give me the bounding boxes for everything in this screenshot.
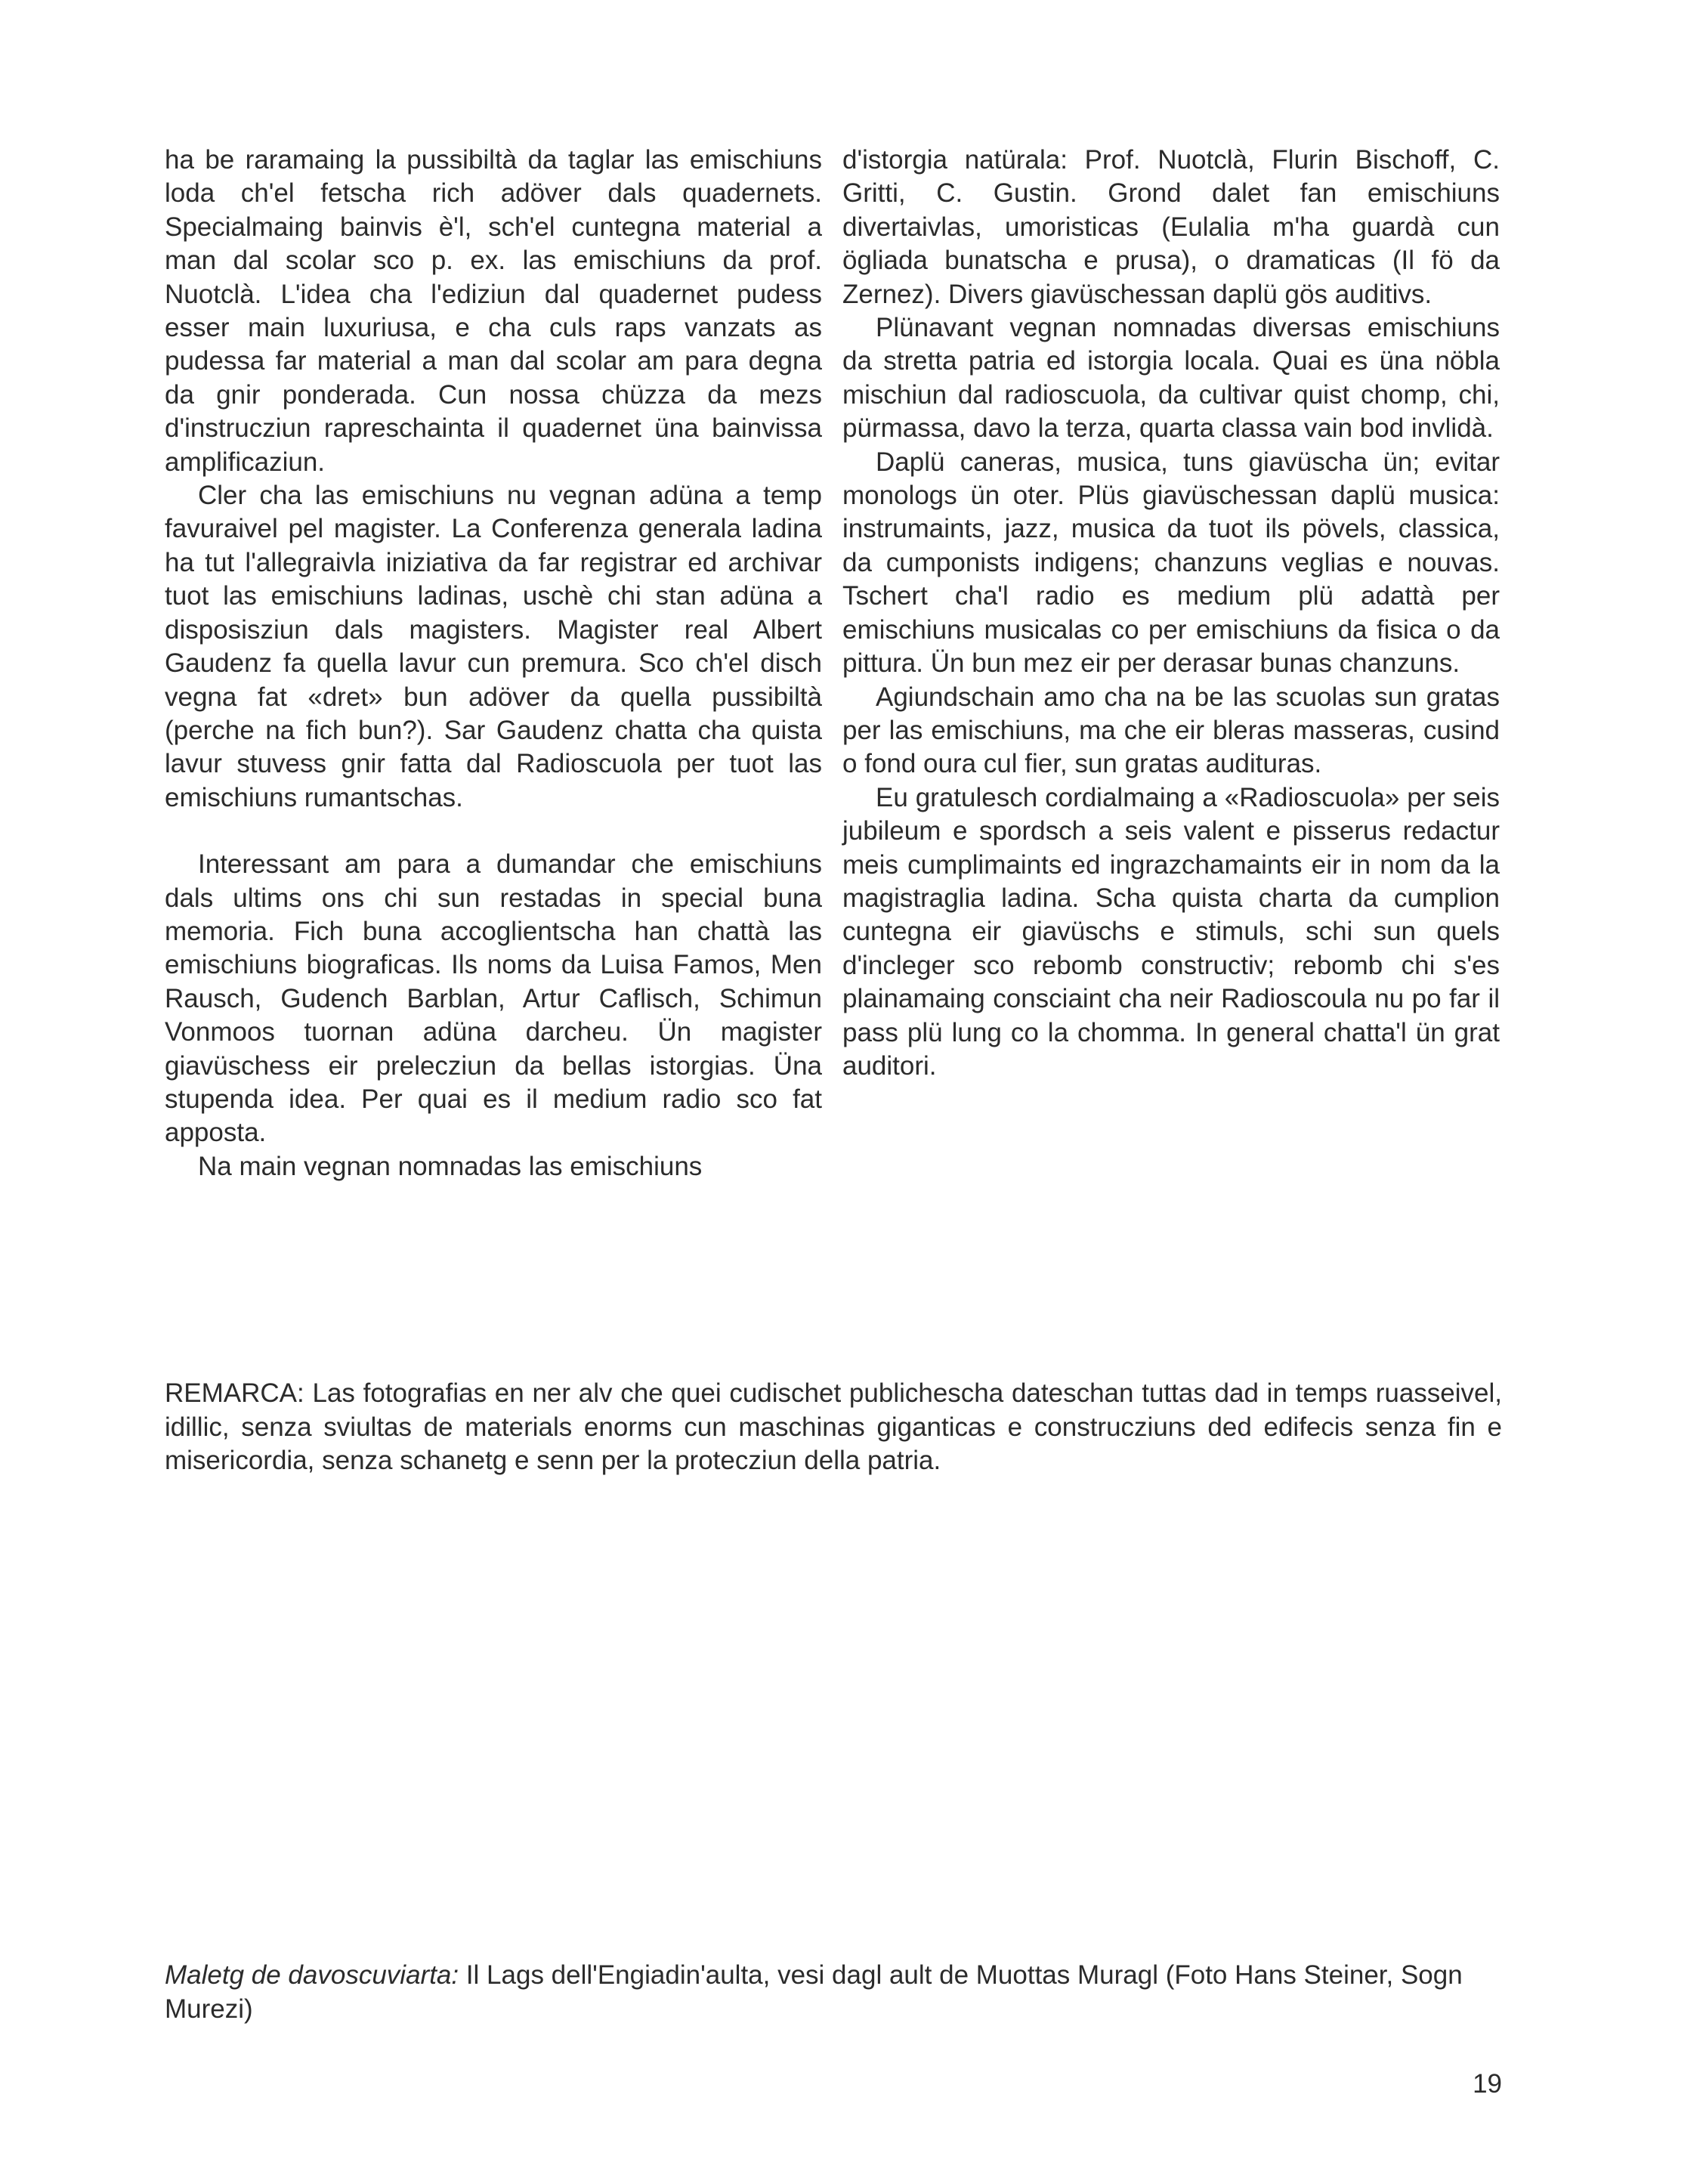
paragraph: Interessant am para a dumandar che emischiuns dals ultims ons chi sun restadas in special buna memoria. Fich buna accoglientscha han chattà las emischiuns biograficas. Ils noms da Luisa Famos, Men Rausch, Gudench Barblan, Artur Caflisch, Schimun Vonmoos tuornan adüna darcheu. Ün magister giavüschess eir prelecziun da bellas istorgias. Üna stupenda idea. Per quai es il medium radio sco fat apposta. [165, 849, 822, 1148]
paragraph: Cler cha las emischiuns nu vegnan adüna a temp favuraivel pel magister. La Conferenza generala ladina ha tut l'allegraivla iniziativa da far registrar ed archivar tuot las emischiuns ladinas, uschè chi stan adüna a disposisziun dals magisters. Magister real Albert Gaudenz fa quella lavur cun premura. Sco ch'el disch vegna fat «dret» bun adöver da quella pussibiltà (perche na fich bun?). Sar Gaudenz chatta cha quista lavur stuvess gnir fatta dal Radioscuola per tuot las emischiuns rumantschas. [165, 481, 822, 812]
cover-caption [165, 1959, 1502, 2026]
left-column [165, 144, 822, 1183]
paragraph: Agiundschain amo cha na be las scuolas sun gratas per las emischiuns, ma che eir bleras masseras, cusind o fond oura cul fier, sun gratas audituras. [842, 682, 1500, 779]
page-number: 19 [1473, 2069, 1502, 2099]
paragraph: d'istorgia natürala: Prof. Nuotclà, Flurin Bischoff, C. Gritti, C. Gustin. Grond dalet fan emischiuns divertaivlas, umoristicas (Eulalia m'ha guardà cun ögliada bunatscha e prusa), o dramaticas (Il fö da Zernez). Divers giavüschessan daplü gös auditivs. [842, 145, 1500, 309]
remark-note: REMARCA: Las fotografias en ner alv che quei cudischet publichescha dateschan tuttas dad in temps ruasseivel, idillic, senza sviultas de materials enorms cun maschinas giganticas e construcziuns ded edifecis senza fin e misericordia, senza schanetg e senn per la protecziun della patria. [165, 1378, 1502, 1475]
paragraph: Plünavant vegnan nomnadas diversas emischiuns da stretta patria ed istorgia locala. Quai es üna nöbla mischiun dal radioscuola, da cultivar quist chomp, chi, pürmassa, davo la terza, quarta classa vain bod invlidà. [842, 313, 1500, 444]
right-column [842, 144, 1500, 1083]
paragraph: ha be raramaing la pussibiltà da taglar las emischiuns loda ch'el fetscha rich adöver dals quadernets. Specialmaing bainvis è'l, sch'el cuntegna material a man dal scolar sco p. ex. las emischiuns da prof. Nuotclà. L'idea cha l'ediziun dal quadernet pudess esser main luxuriusa, e cha culs raps vanzats as pudessa far material a man dal scolar am para degna da gnir ponderada. Cun nossa chüzza da mezs d'instrucziun rapreschainta il quadernet üna bainvissa amplificaziun. [165, 145, 822, 477]
caption-label: Maletg de davoscuviarta: [165, 1960, 459, 1990]
paragraph: Na main vegnan nomnadas las emischiuns [198, 1151, 703, 1181]
caption-text: Il Lags dell'Engiadin'aulta, vesi dagl ault de Muottas Muragl (Foto Hans Steiner, Sogn Murezi) [165, 1960, 1463, 2024]
paragraph: Daplü caneras, musica, tuns giavüscha ün; evitar monologs ün oter. Plüs giavüschessan daplü musica: instrumaints, jazz, musica da tuot ils pövels, classica, da cumponists indigens; chanzuns veglias e nouvas. Tschert cha'l radio es medium plü adattà per emischiuns musicalas co per emischiuns da fisica o da pittura. Ün bun mez eir per derasar bunas chanzuns. [842, 447, 1500, 679]
paragraph: Eu gratulesch cordialmaing a «Radioscuola» per seis jubileum e spordsch a seis valent e pisserus redactur meis cumplimaints ed ingrazchamaints eir in nom da la magistraglia ladina. Scha quista charta da cumplion cuntegna eir giavüschs e stimuls, schi sun quels d'incleger sco rebomb constructiv; rebomb chi s'es plainamaing consciaint cha neir Radioscoula nu po far il pass plü lung co la chomma. In general chatta'l ün grat auditori. [842, 782, 1500, 1081]
